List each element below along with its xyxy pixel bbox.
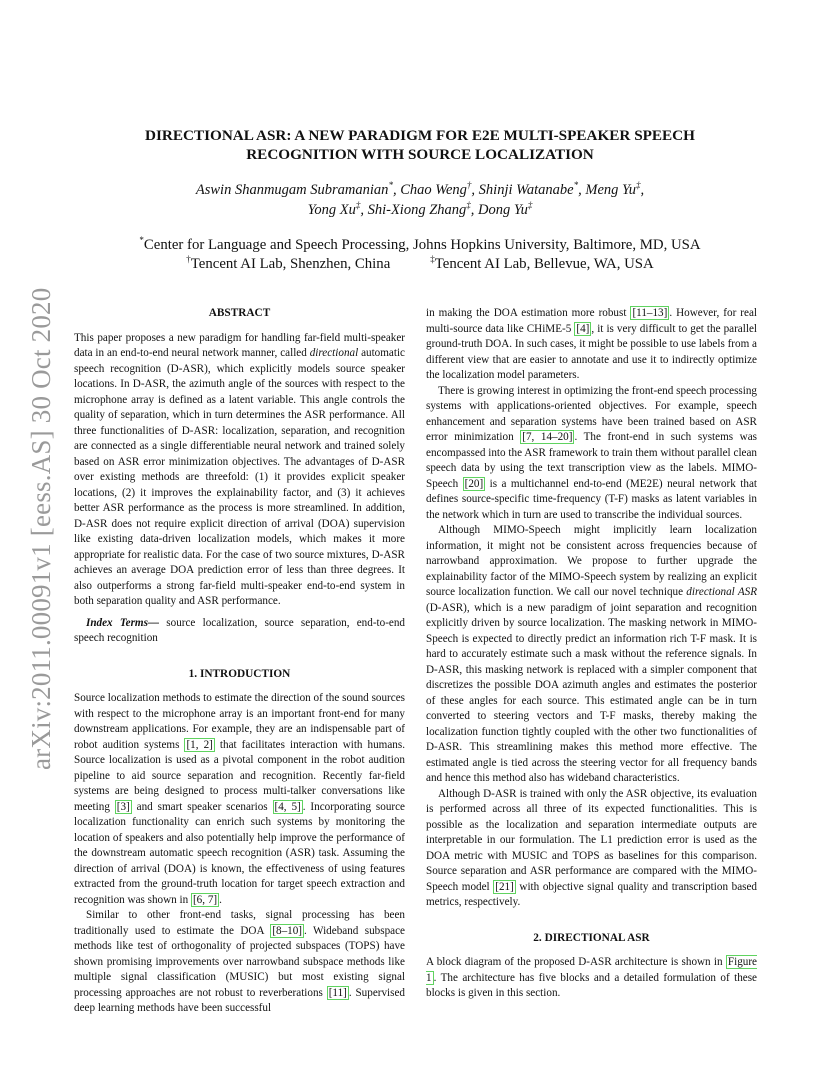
- intro-paragraph-1: Source localization methods to estimate the direction of the sound sources with respect to the microphone array is an important front-end for many downstream applications. For example, they are an indispensable part of robot audition systems [1, 2] that facilitates interaction with humans. Source localization is used as a pivotal component in the robot audition pipeline to aid source separation and recognition. Recently far-field systems are being designed to process multi-talker conversations like meeting [3] and smart speaker scenarios [4, 5] . Incorporating source localization functionality can enrich such systems by monitoring the location of speakers and also potentially help improve the performance of the downstream automatic speech recognition (ASR) task. Assuming the direction of arrival (DOA) is known, the effectiveness of using features extracted from the ground-truth location for target speech extraction and recognition was shown in [6, 7] .: [74, 692, 406, 906]
- author-list: Aswin Shanmugam Subramanian*, Chao Weng†, Shinji Watanabe*, Meng Yu‡, Yong Xu‡, Shi-Xiong Zhang‡, Dong Yu‡: [195, 180, 645, 218]
- citation-link[interactable]: [21]: [495, 880, 514, 893]
- citation-link[interactable]: [3]: [116, 800, 130, 813]
- paper-title: DIRECTIONAL ASR: A NEW PARADIGM FOR E2E MULTI-SPEAKER SPEECH RECOGNITION WITH SOURCE LOCALIZATION: [145, 127, 695, 163]
- arxiv-id: arXiv:2011.00091v1 [eess.AS] 30 Oct 2020: [26, 287, 56, 770]
- citation-link[interactable]: [11–13]: [632, 307, 668, 319]
- figure-link[interactable]: Figure 1: [426, 956, 757, 984]
- right-paragraph-2: There is growing interest in optimizing the front-end speech processing systems with applications-oriented objectives. For example, speech enhancement and separation systems have been trained based on ASR error minimization [7, 14–20] . The front-end in such systems was encompassed into the ASR framework to train them without parallel clean speech data by using the text transcription view as the labels. MIMO-Speech [20] is a multichannel end-to-end (ME2E) neural network that defines source-specific time-frequency (T-F) masks as latent variables in the network which in turn are used to transcribe the individual sources.: [426, 384, 758, 521]
- citation-link[interactable]: [6, 7]: [192, 893, 218, 906]
- affiliation-tencent-bellevue: ‡Tencent AI Lab, Bellevue, WA, USA: [430, 254, 654, 272]
- intro-paragraph-2: Similar to other front-end tasks, signal processing has been traditionally used to estimate the DOA [8–10] . Wideband subspace methods like test of orthogonality of projected subspaces (TOPS) have shown promising improvements over narrowband subspace methods like multiple signal classification (MUSIC) but most existing signal processing approaches are not robust to reverberations [11] . Supervised deep learning methods have been successful: [74, 909, 405, 1014]
- citation-link[interactable]: [8–10]: [272, 924, 303, 937]
- citation-link[interactable]: [7, 14–20]: [522, 431, 573, 443]
- affiliation-jhu: *Center for Language and Speech Processing, Johns Hopkins University, Baltimore, MD, USA: [139, 235, 701, 253]
- right-column: [426, 306, 757, 1002]
- affiliations: [80, 236, 760, 274]
- citation-link[interactable]: [20]: [464, 477, 484, 490]
- abstract-heading: ABSTRACT: [208, 307, 271, 319]
- index-terms: Index Terms— source localization, source separation, end-to-end speech recognition: [74, 616, 405, 644]
- abstract-text: This paper proposes a new paradigm for handling far-field multi-speaker data in an end-to-end neural network manner, called directional automatic speech recognition (D-ASR), which explicitly models source speaker locations. In D-ASR, the azimuth angle of the sources with respect to the microphone array is defined as a latent variable. This angle controls the quality of separation, which in turn determines the ASR performance. All three functionalities of D-ASR: localization, separation, and recognition are connected as a single differentiable neural network and trained solely based on ASR error minimization objectives. The advantages of D-ASR over existing methods are threefold: (1) it provides explicit speaker locations, (2) it improves the explainability factor, and (3) it achieves better ASR performance as the process is more streamlined. In addition, D-ASR does not require explicit direction of arrival (DOA) supervision like existing data-driven localization models, which makes it more appropriate for realistic data. For the case of two source mixtures, D-ASR achieves an average DOA prediction error of less than three degrees. It also outperforms a strong far-field multi-speaker end-to-end system in both separation quality and ASR performance.: [74, 331, 405, 607]
- section-2-paragraph-1: A block diagram of the proposed D-ASR architecture is shown in Figure 1 . The architecture has five blocks and a detailed formulation of these blocks is given in this section.: [426, 956, 757, 999]
- arxiv-stamp: [18, 280, 58, 780]
- right-paragraph-4: Although D-ASR is trained with only the ASR objective, its evaluation is performed across all three of its expected functionalities. This is possible as the localization and separation intermediate outputs are interpretable in our formulation. The L1 prediction error is used as the DOA metric with MUSIC and TOPS as baselines for this comparison. Source separation and ASR performance are compared with the MIMO-Speech model [21] with objective signal quality and transcription based metrics, respectively.: [426, 787, 757, 908]
- citation-link[interactable]: [4]: [576, 322, 590, 335]
- citation-link[interactable]: [1, 2]: [186, 738, 213, 751]
- section-2-heading: 2. DIRECTIONAL ASR: [533, 931, 650, 944]
- citation-link[interactable]: [11]: [328, 986, 347, 999]
- left-column: [74, 306, 405, 1017]
- affiliation-tencent-shenzhen: †Tencent AI Lab, Shenzhen, China: [186, 254, 391, 272]
- right-paragraph-1: in making the DOA estimation more robust [11–13] . However, for real multi-source data like CHiME-5 [4] , it is very difficult to get the parallel ground-truth DOA. In such cases, it might be possible to use labels from a different view that are easier to annotate and use it to indirectly optimize the localization model parameters.: [426, 307, 757, 381]
- right-paragraph-3: Although MIMO-Speech might implicitly learn localization information, it might not be consistent across frequencies because of narrowband approximation. We propose to further upgrade the explainability factor of the MIMO-Speech system by realizing an explicit source localization function. We call our novel technique directional ASR (D-ASR), which is a new paradigm of joint separation and recognition explicitly driven by source localization. The masking network in MIMO-Speech is expected to directly predict an information rich T-F mask. It is hard to accurately estimate such a mask without the reference signals. In D-ASR, this masking network is replaced with a simpler component that discretizes the possible DOA azimuth angles and estimates the posterior of these angles for each source. This estimated angle can be in turn converted to steering vectors and T-F masks, thereby making the localization function tightly coupled with the other two functionalities of D-ASR. This streamlining makes this method more effective. The estimated angle is tied across the steering vector for all frequency bands and hence this method also has wideband characteristics.: [426, 524, 757, 784]
- intro-heading: 1. INTRODUCTION: [188, 667, 291, 680]
- citation-link[interactable]: [4, 5]: [274, 800, 301, 813]
